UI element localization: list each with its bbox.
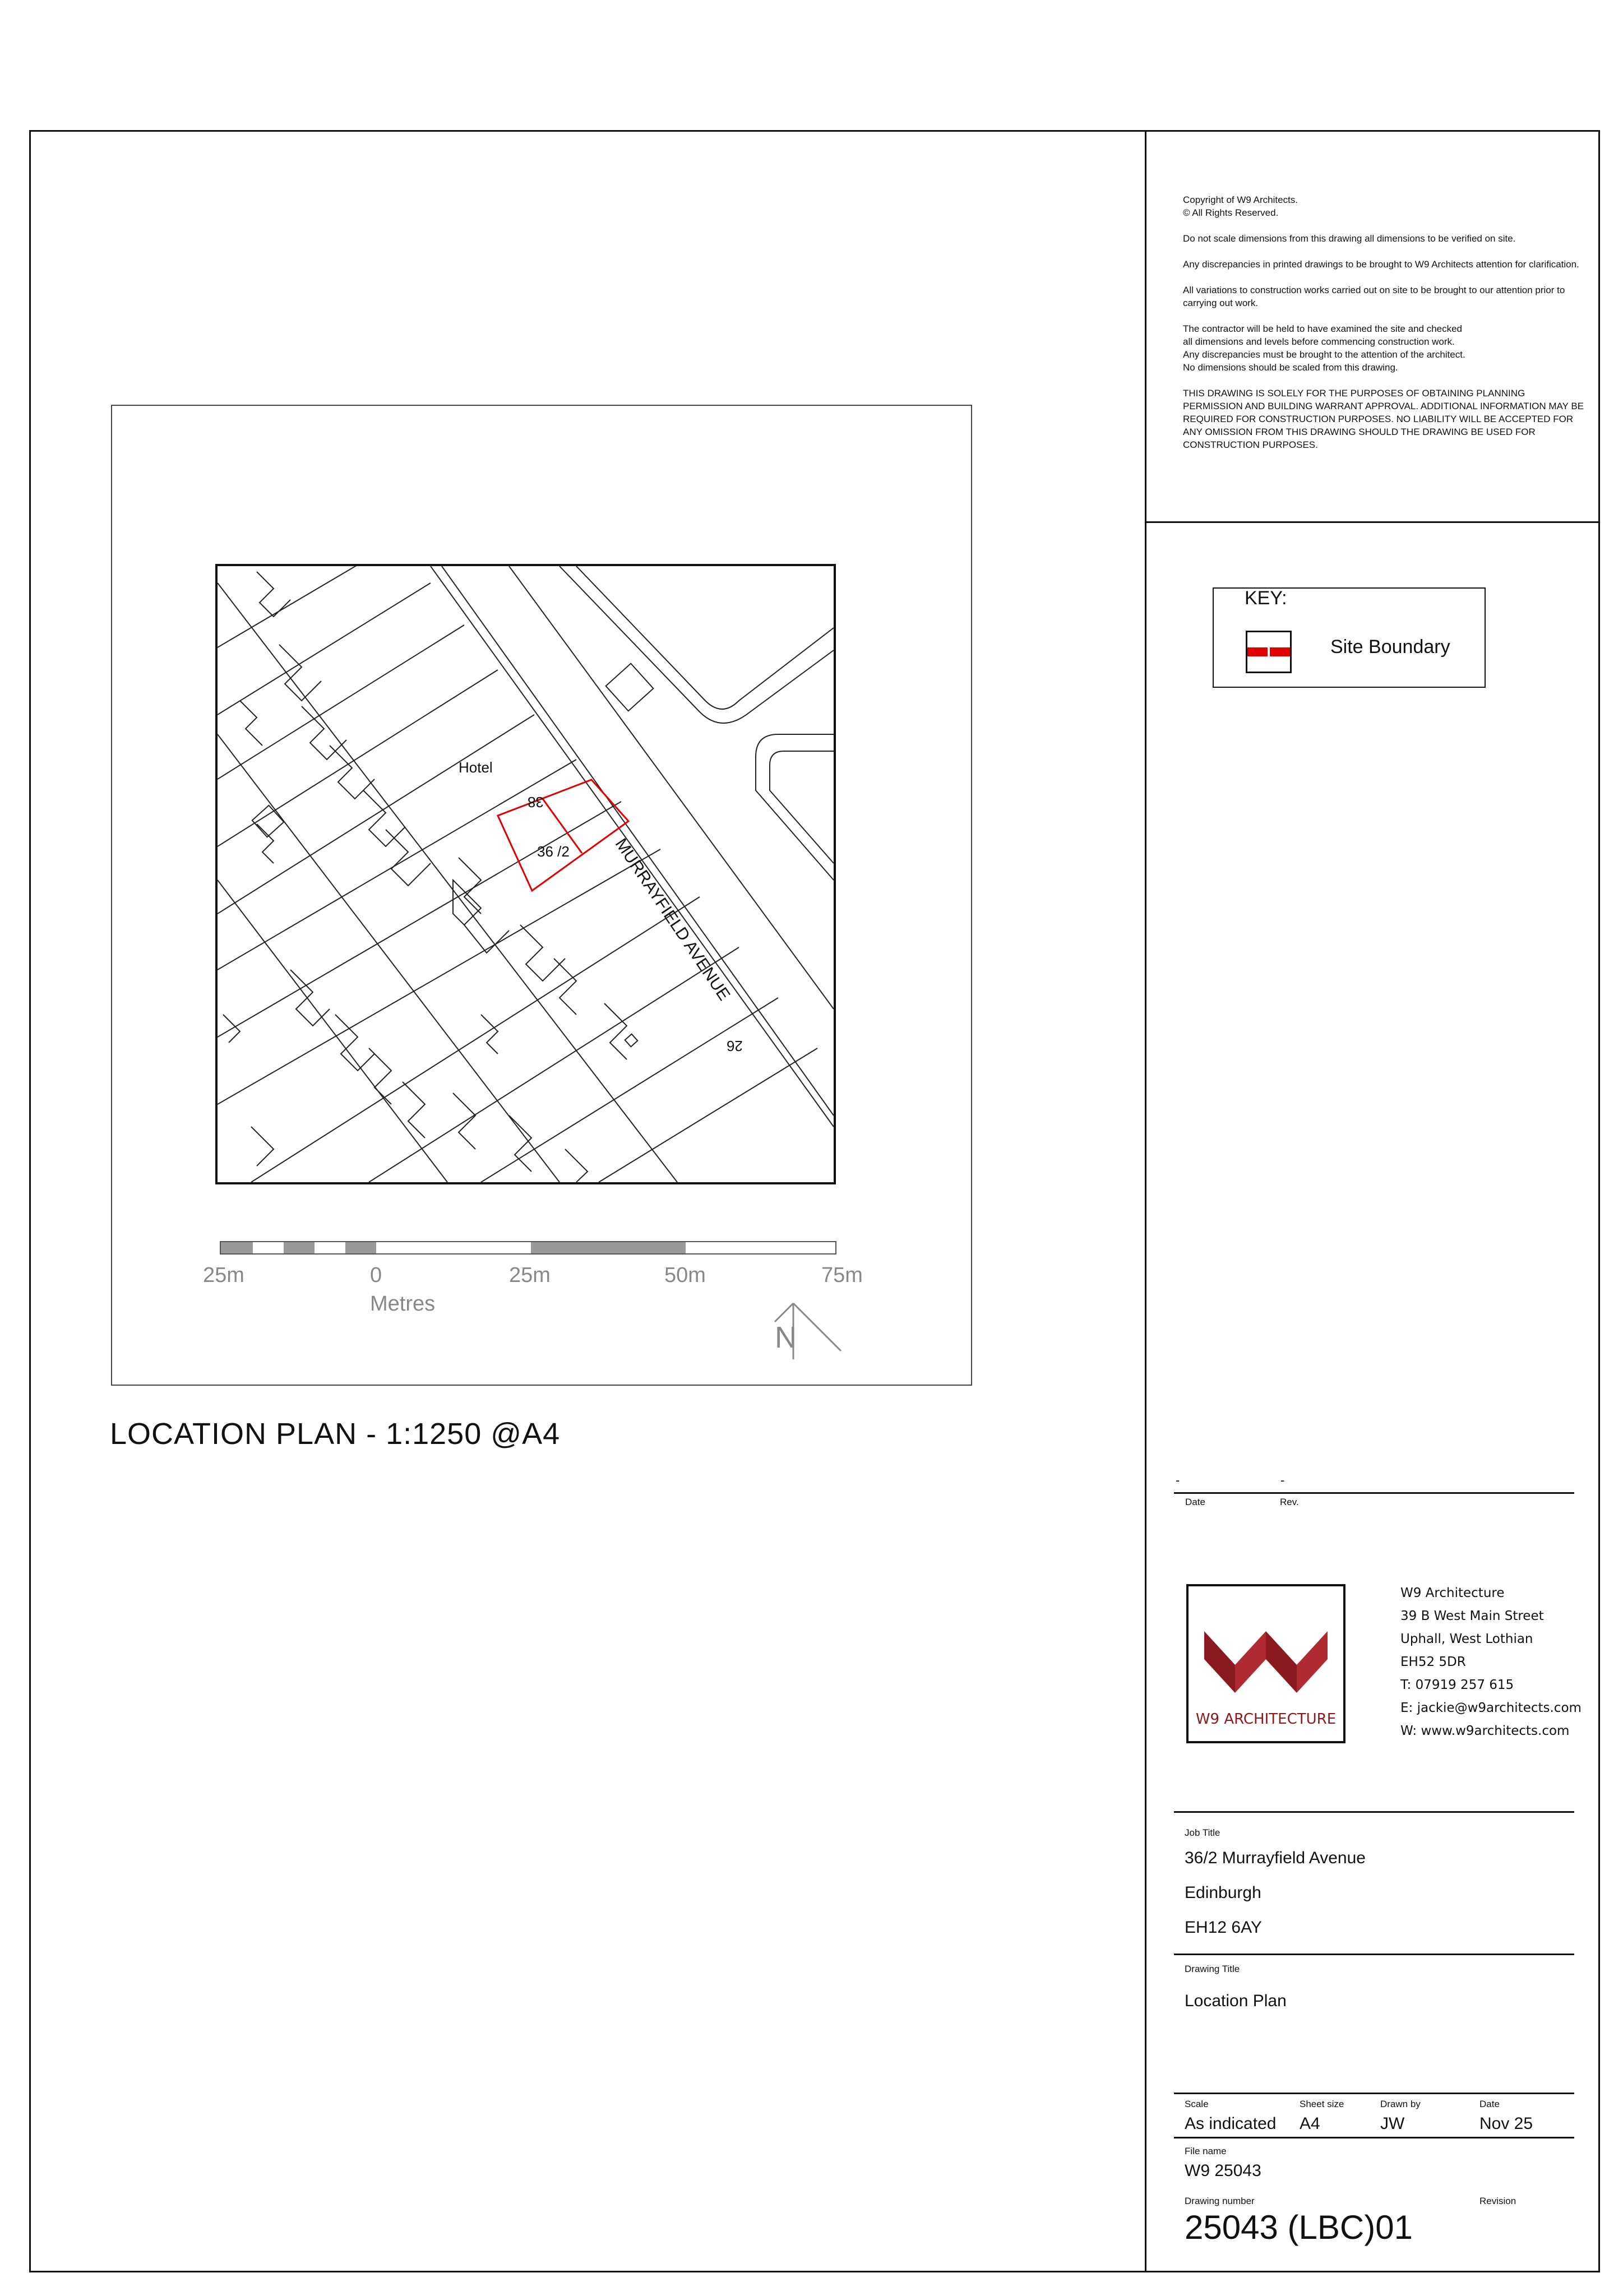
scale-label-minus-25m: 25m — [203, 1263, 244, 1287]
revision-date-label: Date — [1185, 1497, 1205, 1507]
kiosk-building — [606, 664, 654, 711]
note-contractor: The contractor will be held to have examined the site and checked all dimensions and levels before commencing construction work. Any discrepancies must be brought to the attention of the architect. No dimensions should be scaled from this drawing. — [1183, 323, 1465, 373]
date-value: Nov 25 — [1479, 2114, 1533, 2133]
revision-label: Revision — [1479, 2196, 1516, 2206]
revision-line — [1174, 1492, 1574, 1494]
logo-text: W9 ARCHITECTURE — [1195, 1711, 1337, 1728]
sheet-size-value: A4 — [1300, 2114, 1320, 2133]
note-discrepancies: Any discrepancies in printed drawings to be brought to W9 Architects attention for clarification. — [1183, 259, 1579, 270]
w9-logo-icon — [1204, 1631, 1328, 1693]
address-website: W: www.w9architects.com — [1400, 1724, 1570, 1738]
north-junction-kerb-inner — [576, 566, 834, 709]
scale-label: Scale — [1185, 2099, 1209, 2109]
file-name-value: W9 25043 — [1185, 2161, 1261, 2180]
divider — [1174, 1811, 1574, 1813]
job-title-line-2: Edinburgh — [1185, 1883, 1261, 1902]
north-junction-kerb — [560, 566, 834, 723]
address-street: 39 B West Main Street — [1400, 1609, 1544, 1623]
job-title-label: Job Title — [1185, 1827, 1220, 1838]
scale-bar — [220, 1241, 836, 1255]
revision-date-value: - — [1176, 1473, 1180, 1487]
plan-title: LOCATION PLAN - 1:1250 @A4 — [110, 1417, 561, 1451]
revision-rev-label: Rev. — [1280, 1497, 1299, 1507]
plot-number-38: 38 — [528, 794, 544, 811]
divider — [1174, 1954, 1574, 1955]
sheet-size-label: Sheet size — [1300, 2099, 1344, 2109]
drawing-number-value: 25043 (LBC)01 — [1185, 2209, 1413, 2246]
practice-address — [1400, 1582, 1582, 1743]
note-scale: Do not scale dimensions from this drawing all dimensions to be verified on site. — [1183, 233, 1516, 244]
divider — [1174, 2093, 1574, 2094]
job-title-line-3: EH12 6AY — [1185, 1918, 1262, 1937]
location-map — [215, 564, 836, 1184]
scale-value: As indicated — [1185, 2114, 1277, 2133]
w9-logo — [1186, 1584, 1345, 1743]
revision-rev-value: - — [1280, 1473, 1285, 1487]
address-phone: T: 07919 257 615 — [1400, 1678, 1514, 1692]
note-variations: All variations to construction works carried out on site to be brought to our attention prior to carrying out work. — [1183, 285, 1565, 308]
note-disclaimer: THIS DRAWING IS SOLELY FOR THE PURPOSES OF OBTAINING PLANNING PERMISSION AND BUILDING WARRANT APPROVAL. ADDITIONAL INFORMATION MAY BE REQUIRED FOR CONSTRUCTION PURPOSES. NO LIABILITY WILL BE ACCEPTED FOR ANY OMISSION FROM THIS DRAWING SHOULD THE DRAWING BE USED FOR CONSTRUCTION PURPOSES. — [1183, 388, 1584, 450]
drawing-title-label: Drawing Title — [1185, 1964, 1240, 1974]
scale-label-75m: 75m — [821, 1263, 863, 1287]
drawing-number-label: Drawing number — [1185, 2196, 1255, 2206]
hotel-label: Hotel — [459, 759, 493, 776]
plot-number-36-2: 36 /2 — [537, 843, 570, 860]
scale-label-0: 0 — [370, 1263, 382, 1287]
file-name-label: File name — [1185, 2146, 1227, 2156]
road-edge-east — [509, 566, 834, 1009]
scale-label-25m: 25m — [509, 1263, 551, 1287]
drawn-by-label: Drawn by — [1380, 2099, 1421, 2109]
site-boundary-icon — [1246, 631, 1292, 673]
map-linework — [218, 566, 834, 1182]
date-label: Date — [1479, 2099, 1500, 2109]
drawn-by-value: JW — [1380, 2114, 1405, 2133]
east-block-kerb-inner — [770, 751, 834, 863]
note-copyright: Copyright of W9 Architects. © All Rights Reserved. — [1183, 195, 1298, 218]
address-town: Uphall, West Lothian — [1400, 1632, 1533, 1646]
legend-title: KEY: — [1245, 587, 1287, 609]
title-block-divider — [1145, 130, 1146, 2272]
street-label: MURRAYFIELD AVENUE — [611, 835, 734, 1004]
practice-name: W9 Architecture — [1400, 1586, 1505, 1600]
plot-number-26: 26 — [727, 1038, 743, 1054]
east-block-kerb — [756, 734, 834, 880]
address-email: E: jackie@w9architects.com — [1400, 1701, 1582, 1715]
legend-site-boundary-label: Site Boundary — [1330, 636, 1450, 658]
job-title-line-1: 36/2 Murrayfield Avenue — [1185, 1849, 1366, 1867]
drawing-title-value: Location Plan — [1185, 1992, 1287, 2010]
north-label: N — [775, 1321, 797, 1354]
road-edge-west-inner — [442, 566, 834, 1115]
notes-divider — [1146, 521, 1600, 523]
general-notes — [1183, 193, 1587, 464]
address-postcode: EH52 5DR — [1400, 1655, 1466, 1669]
scale-label-50m: 50m — [664, 1263, 706, 1287]
scale-units-label: Metres — [370, 1292, 436, 1316]
divider — [1174, 2137, 1574, 2138]
